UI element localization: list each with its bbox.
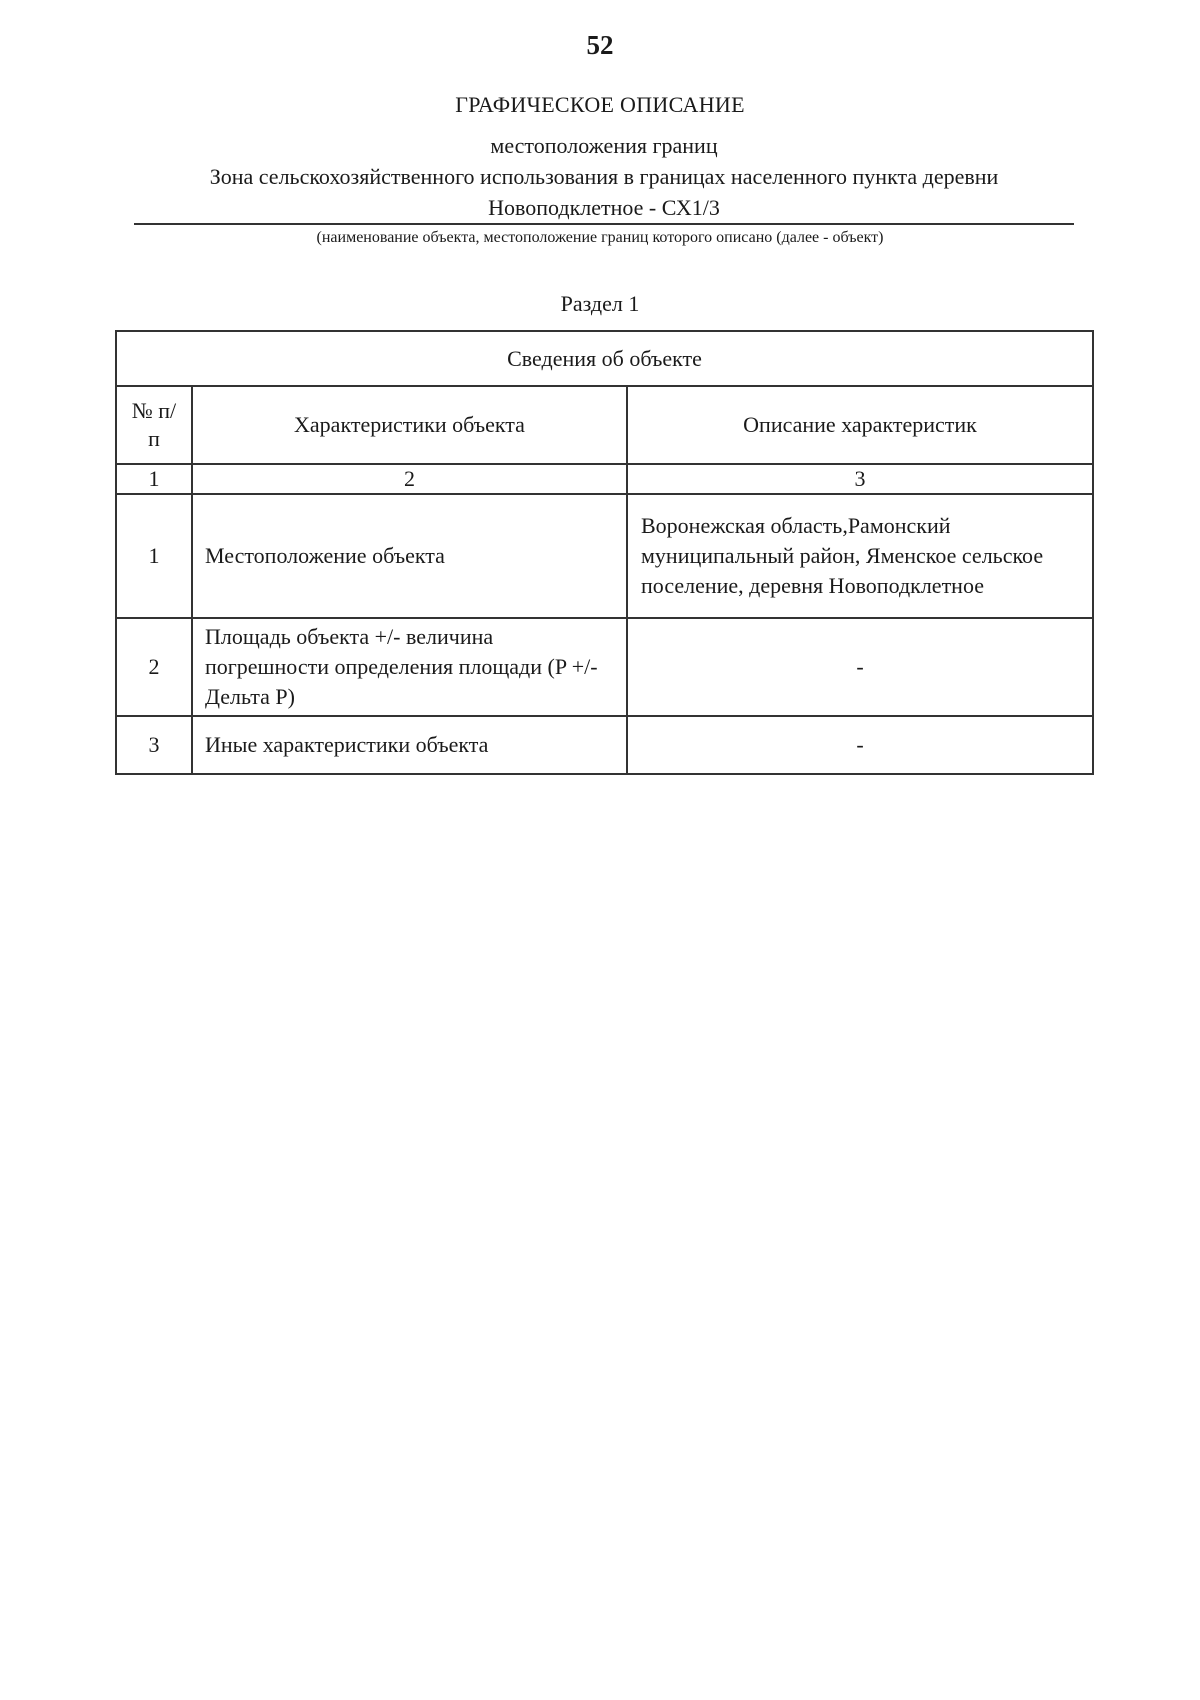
object-description (134, 130, 1074, 223)
subtitle-line-3: Новоподклетное - СХ1/3 (488, 195, 720, 220)
table-row (116, 716, 1093, 774)
row-description: - (627, 716, 1093, 774)
header-characteristic: Характеристики объекта (192, 386, 627, 464)
header-description: Описание характеристик (627, 386, 1093, 464)
page-number: 52 (586, 30, 614, 60)
row-description: - (627, 618, 1093, 716)
row-number: 3 (116, 716, 192, 774)
row-number: 1 (116, 494, 192, 618)
title-underline (134, 223, 1074, 225)
column-number-2: 2 (192, 464, 627, 494)
subtitle-line-1: местоположения границ (490, 133, 718, 158)
row-characteristic: Площадь объекта +/- величина погрешности определения площади (P +/- Дельта P) (192, 618, 627, 716)
column-number-1: 1 (116, 464, 192, 494)
header-number: № п/п (116, 386, 192, 464)
row-characteristic: Местоположение объекта (192, 494, 627, 618)
row-description: Воронежская область,Рамонский муниципальный район, Яменское сельское поселение, деревня Новоподклетное (627, 494, 1093, 618)
column-number-row (116, 464, 1093, 494)
row-number: 2 (116, 618, 192, 716)
table-row (116, 494, 1093, 618)
table-caption: Сведения об объекте (116, 331, 1093, 386)
row-characteristic: Иные характеристики объекта (192, 716, 627, 774)
table-header-row (116, 386, 1093, 464)
table-row (116, 618, 1093, 716)
document-title: ГРАФИЧЕСКОЕ ОПИСАНИЕ (455, 92, 745, 117)
section-label: Раздел 1 (560, 291, 640, 316)
object-info-table (115, 330, 1094, 775)
object-caption: (наименование объекта, местоположение границ которого описано (далее - объект) (316, 229, 884, 246)
subtitle-line-2: Зона сельскохозяйственного использования в границах населенного пункта деревни (209, 164, 999, 189)
column-number-3: 3 (627, 464, 1093, 494)
